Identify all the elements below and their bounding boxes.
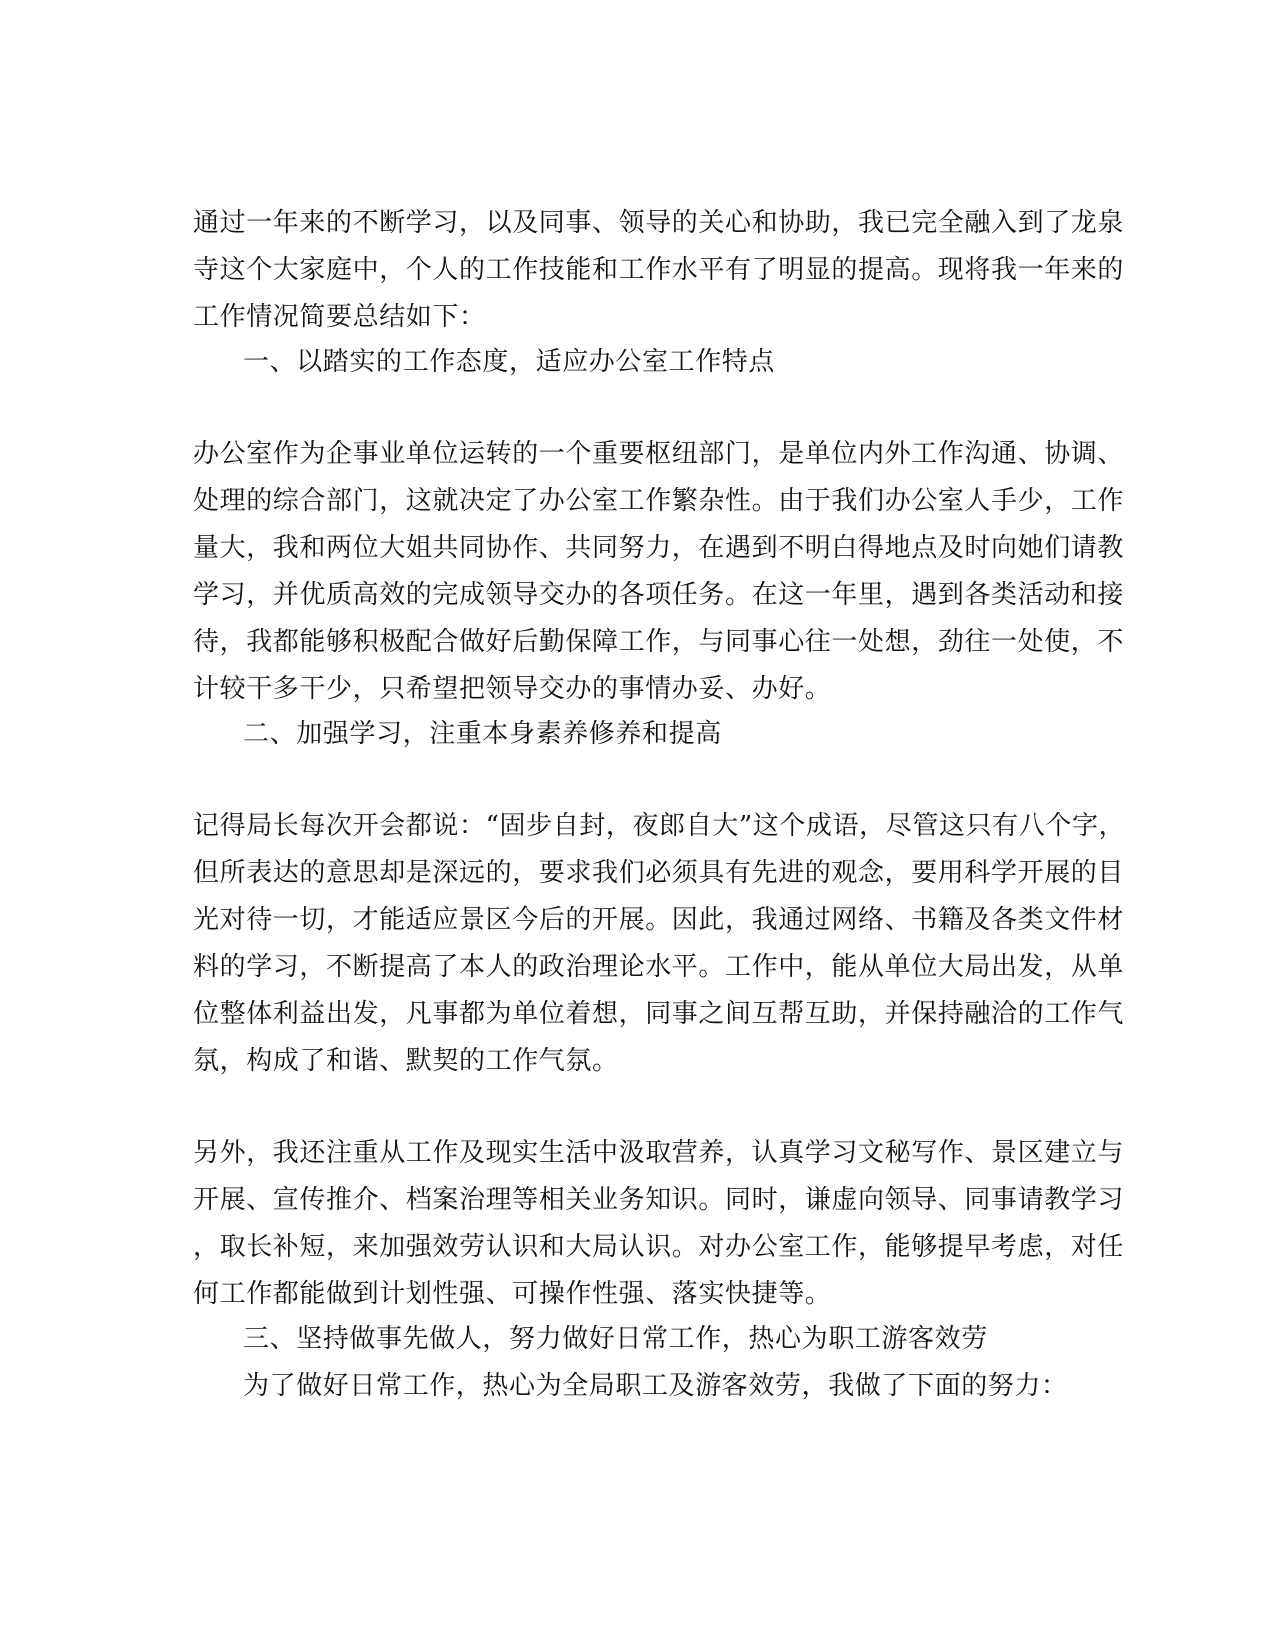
section-heading-3: 三、坚持做事先做人，努力做好日常工作，热心为职工游客效劳: [243, 1324, 988, 1354]
paragraph-line: 待，我都能够积极配合做好后勤保障工作，与同事心往一处想，劲往一处使，不: [193, 627, 1125, 657]
section-heading-1: 一、以踏实的工作态度，适应办公室工作特点: [243, 347, 776, 377]
paragraph-line: 料的学习，不断提高了本人的政治理论水平。工作中，能从单位大局出发，从单: [193, 952, 1125, 982]
paragraph-line: ，取长补短，来加强效劳认识和大局认识。对办公室工作，能够提早考虑，对任: [193, 1232, 1125, 1262]
section-heading-2: 二、加强学习，注重本身素养修养和提高: [243, 719, 722, 749]
paragraph-line: 另外，我还注重从工作及现实生活中汲取营养，认真学习文秘写作、景区建立与: [193, 1138, 1125, 1168]
paragraph-line: 办公室作为企事业单位运转的一个重要枢纽部门，是单位内外工作沟通、协调、: [193, 439, 1125, 469]
paragraph-line: 何工作都能做到计划性强、可操作性强、落实快捷等。: [193, 1279, 832, 1309]
paragraph-line: 位整体利益出发，凡事都为单位着想，同事之间互帮互助，并保持融洽的工作气: [193, 999, 1125, 1029]
paragraph-line: 工作情况简要总结如下：: [193, 302, 486, 332]
paragraph-line: 氛，构成了和谐、默契的工作气氛。: [193, 1046, 619, 1076]
paragraph-line: 但所表达的意思却是深远的，要求我们必须具有先进的观念，要用科学开展的目: [193, 858, 1125, 888]
paragraph-line: 处理的综合部门，这就决定了办公室工作繁杂性。由于我们办公室人手少，工作: [193, 486, 1125, 516]
paragraph-line: 计较干多干少，只希望把领导交办的事情办妥、办好。: [193, 674, 832, 704]
paragraph-line: 通过一年来的不断学习，以及同事、领导的关心和协助，我已完全融入到了龙泉: [193, 208, 1125, 238]
paragraph-line: 为了做好日常工作，热心为全局职工及游客效劳，我做了下面的努力：: [243, 1371, 1068, 1401]
paragraph-line: 记得局长每次开会都说：“固步自封，夜郎自大”这个成语，尽管这只有八个字，: [193, 811, 1126, 841]
paragraph-line: 量大，我和两位大姐共同协作、共同努力，在遇到不明白得地点及时向她们请教: [193, 533, 1125, 563]
paragraph-line: 寺这个大家庭中，个人的工作技能和工作水平有了明显的提高。现将我一年来的: [193, 255, 1125, 285]
paragraph-line: 光对待一切，才能适应景区今后的开展。因此，我通过网络、书籍及各类文件材: [193, 905, 1125, 935]
paragraph-line: 开展、宣传推介、档案治理等相关业务知识。同时，谦虚向领导、同事请教学习: [193, 1185, 1125, 1215]
paragraph-line: 学习，并优质高效的完成领导交办的各项任务。在这一年里，遇到各类活动和接: [193, 580, 1125, 610]
